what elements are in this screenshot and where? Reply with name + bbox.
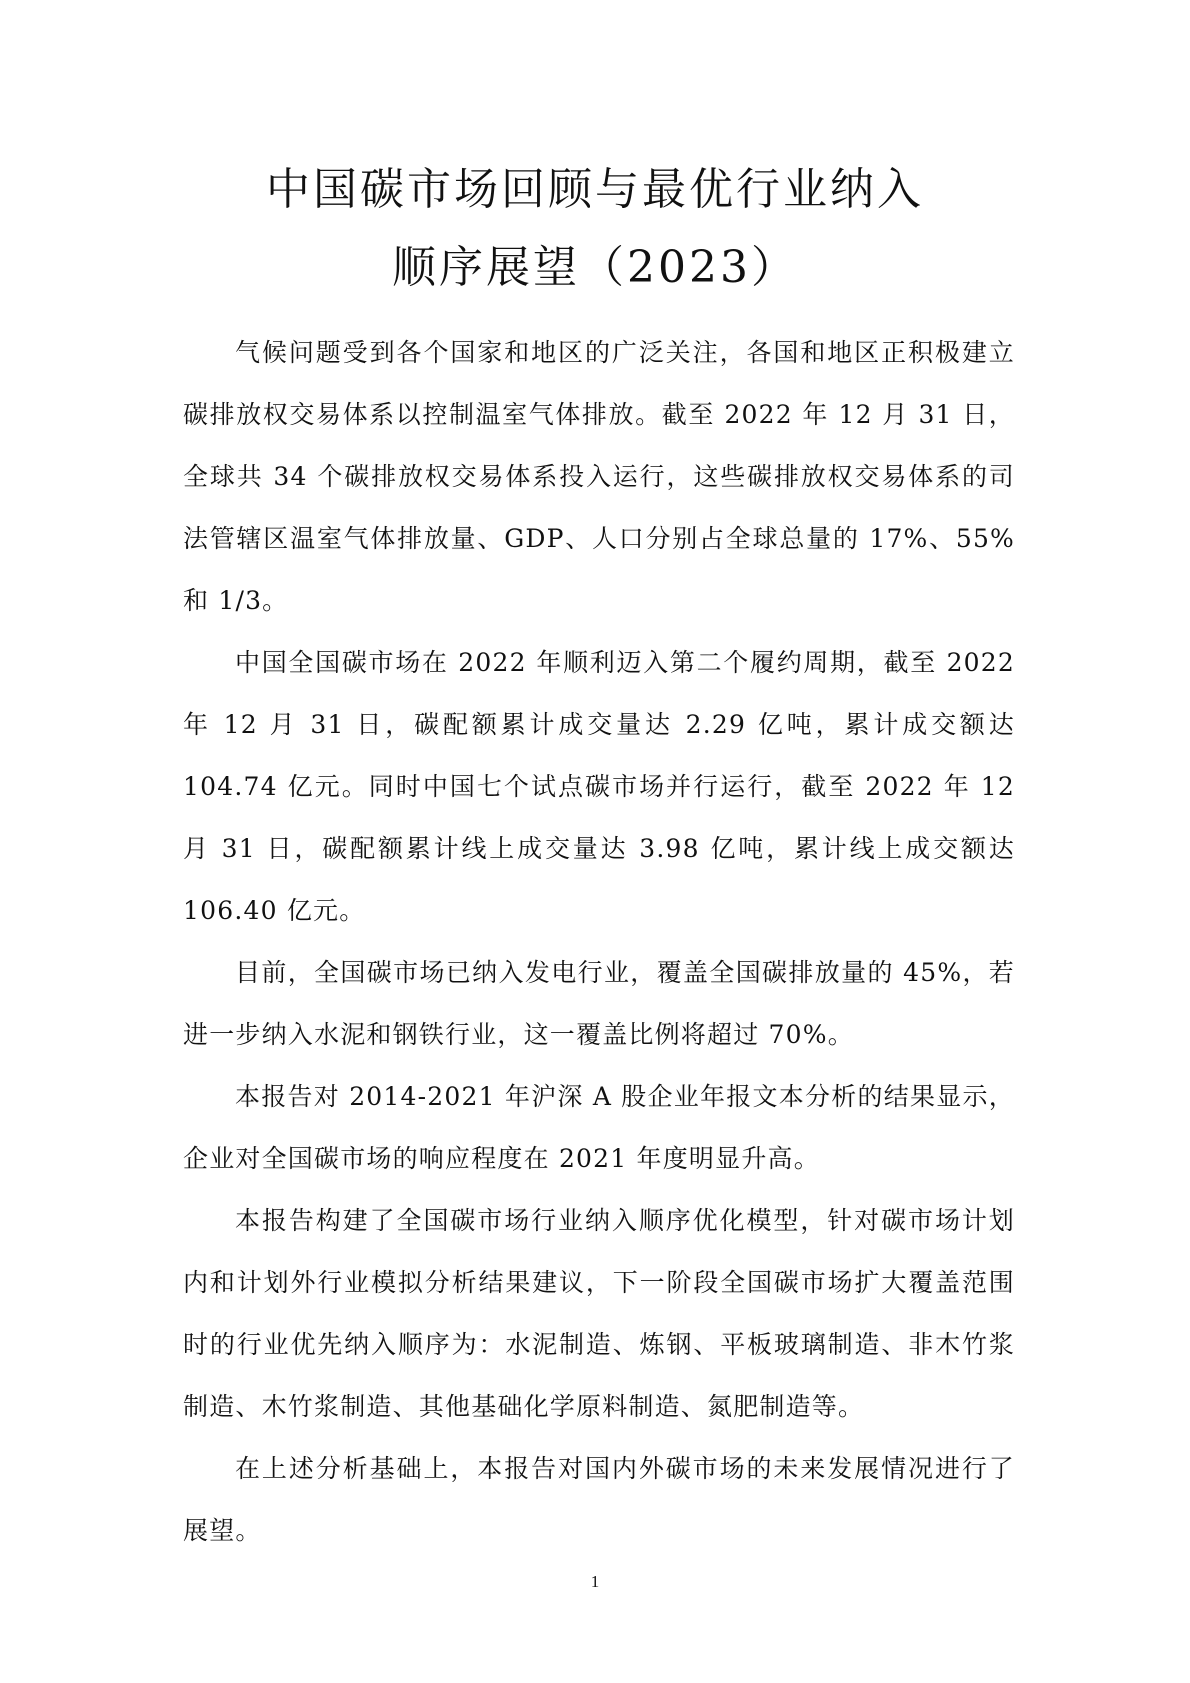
paragraph-2: 中国全国碳市场在 2022 年顺利迈入第二个履约周期，截至 2022 年 12 月 31 日，碳配额累计成交量达 2.29 亿吨，累计成交额达 104.74 亿元。同时中国七个试点碳市场并行运行，截至 2022 年 12 月 31 日，碳配额累计线上成交量达 3.98 亿吨，累计线上成交额达 106.40 亿元。 bbox=[183, 648, 1015, 925]
paragraph-4: 本报告对 2014-2021 年沪深 A 股企业年报文本分析的结果显示，企业对全国碳市场的响应程度在 2021 年度明显升高。 bbox=[183, 1082, 1015, 1173]
paragraph-5: 本报告构建了全国碳市场行业纳入顺序优化模型，针对碳市场计划内和计划外行业模拟分析结果建议，下一阶段全国碳市场扩大覆盖范围时的行业优先纳入顺序为：水泥制造、炼钢、平板玻璃制造、非木竹浆制造、木竹浆制造、其他基础化学原料制造、氮肥制造等。 bbox=[183, 1206, 1015, 1421]
paragraph-6: 在上述分析基础上，本报告对国内外碳市场的未来发展情况进行了展望。 bbox=[183, 1454, 1015, 1545]
paragraph-3: 目前，全国碳市场已纳入发电行业，覆盖全国碳排放量的 45%，若进一步纳入水泥和钢铁行业，这一覆盖比例将超过 70%。 bbox=[183, 958, 1015, 1049]
document-title-line-1: 中国碳市场回顾与最优行业纳入 bbox=[266, 164, 924, 215]
page-number: 1 bbox=[590, 1572, 600, 1591]
document-body bbox=[183, 322, 1015, 1562]
document-title-line-2: 顺序展望（2023） bbox=[392, 242, 798, 293]
paragraph-1: 气候问题受到各个国家和地区的广泛关注，各国和地区正积极建立碳排放权交易体系以控制温室气体排放。截至 2022 年 12 月 31 日，全球共 34 个碳排放权交易体系投入运行，这些碳排放权交易体系的司法管辖区温室气体排放量、GDP、人口分别占全球总量的 17%、55% 和 1/3。 bbox=[183, 338, 1015, 615]
